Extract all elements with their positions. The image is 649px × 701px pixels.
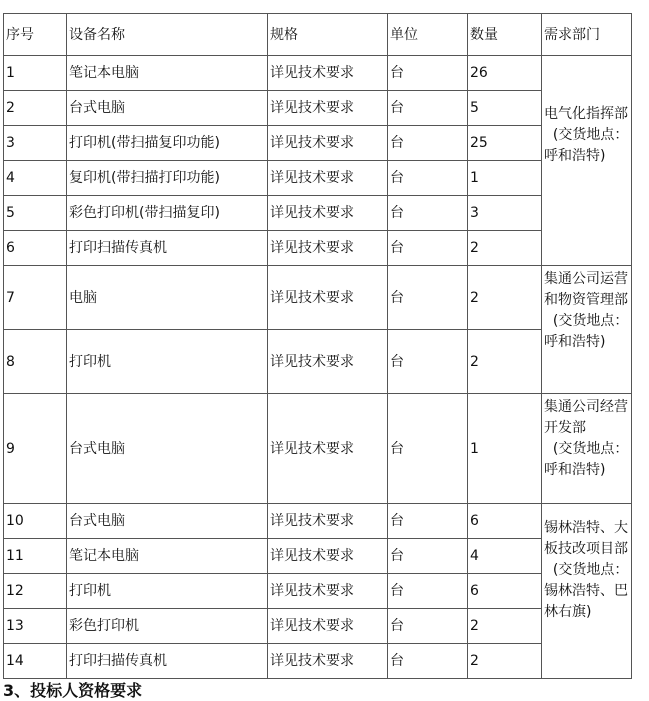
- dept-cell: [542, 266, 632, 394]
- table-row: [4, 161, 632, 196]
- dept-cell: [542, 504, 632, 679]
- cell-qty: 26: [468, 56, 542, 91]
- cell-no: 14: [4, 644, 67, 679]
- cell-qty: 25: [468, 126, 542, 161]
- dept-name: 电气化指挥部: [544, 106, 628, 122]
- cell-no: 6: [4, 231, 67, 266]
- cell-spec: 详见技术要求: [268, 196, 388, 231]
- cell-no: 5: [4, 196, 67, 231]
- cell-unit: 台: [388, 504, 468, 539]
- cell-unit: 台: [388, 231, 468, 266]
- cell-qty: 2: [468, 266, 542, 330]
- cell-name: 笔记本电脑: [67, 539, 268, 574]
- cell-no: 7: [4, 266, 67, 330]
- header-unit: 单位: [388, 14, 468, 56]
- cell-unit: 台: [388, 609, 468, 644]
- header-no: 序号: [4, 14, 67, 56]
- cell-name: 笔记本电脑: [67, 56, 268, 91]
- cell-no: 2: [4, 91, 67, 126]
- header-dept: 需求部门: [542, 14, 632, 56]
- cell-name: 台式电脑: [67, 91, 268, 126]
- cell-spec: 详见技术要求: [268, 161, 388, 196]
- dept-cell: [542, 56, 632, 266]
- cell-qty: 5: [468, 91, 542, 126]
- table-row: [4, 196, 632, 231]
- header-qty: 数量: [468, 14, 542, 56]
- cell-unit: 台: [388, 126, 468, 161]
- cell-qty: 1: [468, 161, 542, 196]
- cell-no: 1: [4, 56, 67, 91]
- dept-name: 锡林浩特、大板技改项目部: [544, 520, 628, 557]
- cell-spec: 详见技术要求: [268, 504, 388, 539]
- dept-location: (交货地点：呼和浩特): [544, 441, 629, 478]
- cell-no: 13: [4, 609, 67, 644]
- cell-spec: 详见技术要求: [268, 330, 388, 394]
- cell-no: 3: [4, 126, 67, 161]
- table-row: [4, 644, 632, 679]
- cell-spec: 详见技术要求: [268, 231, 388, 266]
- cell-no: 10: [4, 504, 67, 539]
- cell-no: 4: [4, 161, 67, 196]
- table-row: [4, 609, 632, 644]
- dept-name: 集通公司运营和物资管理部: [544, 271, 628, 308]
- cell-name: 台式电脑: [67, 394, 268, 504]
- cell-qty: 2: [468, 330, 542, 394]
- table-row: [4, 504, 632, 539]
- header-name: 设备名称: [67, 14, 268, 56]
- cell-spec: 详见技术要求: [268, 266, 388, 330]
- cell-qty: 6: [468, 574, 542, 609]
- cell-no: 11: [4, 539, 67, 574]
- cell-spec: 详见技术要求: [268, 609, 388, 644]
- cell-qty: 2: [468, 231, 542, 266]
- cell-spec: 详见技术要求: [268, 644, 388, 679]
- cell-name: 彩色打印机: [67, 609, 268, 644]
- dept-location: (交货地点：锡林浩特、巴林右旗): [544, 562, 629, 620]
- cell-no: 9: [4, 394, 67, 504]
- cell-no: 12: [4, 574, 67, 609]
- cell-name: 复印机(带扫描打印功能): [67, 161, 268, 196]
- dept-location: (交货地点：呼和浩特): [544, 127, 629, 164]
- cell-unit: 台: [388, 91, 468, 126]
- table-row: [4, 266, 632, 330]
- cell-name: 打印扫描传真机: [67, 644, 268, 679]
- table-row: [4, 574, 632, 609]
- cell-name: 打印机(带扫描复印功能): [67, 126, 268, 161]
- cell-no: 8: [4, 330, 67, 394]
- dept-name: 集通公司经营开发部: [544, 399, 628, 436]
- cell-qty: 6: [468, 504, 542, 539]
- cell-spec: 详见技术要求: [268, 56, 388, 91]
- dept-cell: [542, 394, 632, 504]
- table-row: [4, 126, 632, 161]
- cell-qty: 4: [468, 539, 542, 574]
- cell-unit: 台: [388, 330, 468, 394]
- cell-qty: 1: [468, 394, 542, 504]
- cell-unit: 台: [388, 644, 468, 679]
- header-spec: 规格: [268, 14, 388, 56]
- cell-qty: 2: [468, 609, 542, 644]
- cell-name: 打印机: [67, 574, 268, 609]
- cell-unit: 台: [388, 394, 468, 504]
- cell-name: 打印机: [67, 330, 268, 394]
- cell-name: 电脑: [67, 266, 268, 330]
- cell-name: 打印扫描传真机: [67, 231, 268, 266]
- cell-unit: 台: [388, 574, 468, 609]
- cell-unit: 台: [388, 539, 468, 574]
- header-row: [4, 14, 632, 56]
- cell-unit: 台: [388, 56, 468, 91]
- dept-location: (交货地点：呼和浩特): [544, 313, 629, 350]
- cell-qty: 2: [468, 644, 542, 679]
- equipment-table: [3, 13, 632, 679]
- table-row: [4, 231, 632, 266]
- cell-unit: 台: [388, 196, 468, 231]
- cell-unit: 台: [388, 266, 468, 330]
- table-row: [4, 56, 632, 91]
- cell-unit: 台: [388, 161, 468, 196]
- table-row: [4, 330, 632, 394]
- cell-spec: 详见技术要求: [268, 126, 388, 161]
- cell-spec: 详见技术要求: [268, 539, 388, 574]
- section-heading: 3、投标人资格要求: [3, 681, 143, 700]
- cell-name: 彩色打印机(带扫描复印): [67, 196, 268, 231]
- cell-spec: 详见技术要求: [268, 394, 388, 504]
- cell-qty: 3: [468, 196, 542, 231]
- cell-spec: 详见技术要求: [268, 91, 388, 126]
- cell-spec: 详见技术要求: [268, 574, 388, 609]
- table-row: [4, 91, 632, 126]
- cell-name: 台式电脑: [67, 504, 268, 539]
- table-row: [4, 394, 632, 504]
- table-row: [4, 539, 632, 574]
